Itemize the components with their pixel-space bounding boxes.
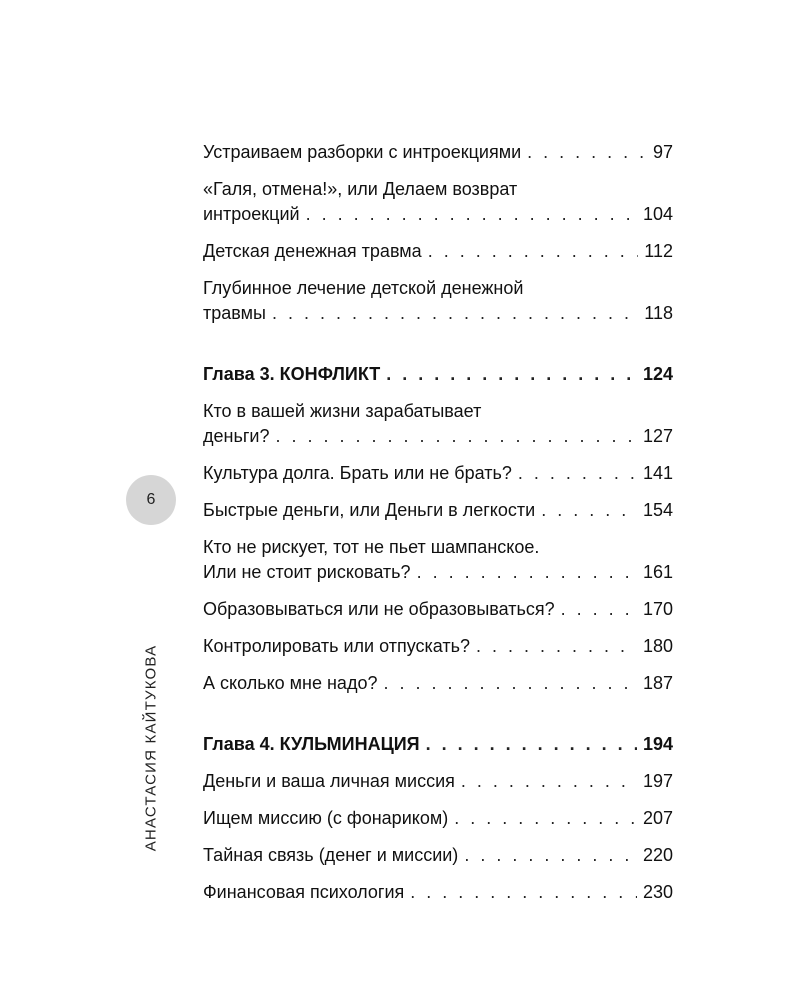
- toc-title: Деньги и ваша личная миссия: [203, 771, 455, 791]
- toc-entry[interactable]: [203, 276, 673, 326]
- toc-entry[interactable]: [203, 843, 673, 868]
- toc-leader-dots: [306, 202, 637, 227]
- toc-entry[interactable]: [203, 461, 673, 486]
- toc-title-line1: Глубинное лечение детской денежной: [203, 278, 524, 298]
- toc-title: Контролировать или отпускать?: [203, 636, 471, 656]
- toc-page-number: 161: [642, 562, 673, 582]
- toc-page-number: 187: [642, 673, 673, 693]
- toc-title: Быстрые деньги, или Деньги в легкости: [203, 500, 536, 520]
- toc-page-number: 104: [642, 204, 673, 224]
- toc-chapter-entry[interactable]: [203, 362, 673, 387]
- chapter-title: Глава 4. КУЛЬМИНАЦИЯ: [203, 734, 420, 754]
- toc-title: А сколько мне надо?: [203, 673, 378, 693]
- toc-page-number: 194: [642, 734, 673, 754]
- toc-chapter-entry[interactable]: [203, 732, 673, 757]
- toc-title: Культура долга. Брать или не брать?: [203, 463, 512, 483]
- toc-page-number: 97: [652, 142, 673, 162]
- toc-leader-dots: [275, 424, 636, 449]
- toc-leader-dots: [541, 498, 637, 523]
- toc-page-number: 118: [644, 303, 673, 323]
- toc-leader-dots: [272, 301, 638, 326]
- toc-entry[interactable]: [203, 597, 673, 622]
- toc-title: Устраиваем разборки с интроекциями: [203, 142, 522, 162]
- toc-entry[interactable]: [203, 880, 673, 905]
- toc-page-number: 230: [642, 882, 673, 902]
- toc-leader-dots: [518, 461, 637, 486]
- toc-page-number: 124: [642, 364, 673, 384]
- toc-page-number: 127: [642, 426, 673, 446]
- toc-title-line1: «Галя, отмена!», или Делаем возврат: [203, 179, 518, 199]
- toc-leader-dots: [561, 597, 637, 622]
- toc-entry[interactable]: [203, 806, 673, 831]
- toc-page-number: 112: [644, 241, 673, 261]
- toc-leader-dots: [461, 769, 637, 794]
- toc-title: деньги?: [203, 426, 270, 446]
- toc-entry[interactable]: [203, 140, 673, 165]
- toc-entry[interactable]: [203, 498, 673, 523]
- toc-title-line1: Кто в вашей жизни зарабатывает: [203, 401, 482, 421]
- toc-title: Образовываться или не образовываться?: [203, 599, 555, 619]
- toc-leader-dots: [428, 239, 639, 264]
- toc-title: Финансовая психология: [203, 882, 405, 902]
- table-of-contents: [203, 140, 673, 917]
- toc-title: интроекций: [203, 204, 300, 224]
- toc-leader-dots: [464, 843, 637, 868]
- toc-leader-dots: [426, 732, 637, 757]
- toc-page-number: 220: [642, 845, 673, 865]
- toc-leader-dots: [527, 140, 647, 165]
- toc-entry[interactable]: [203, 535, 673, 585]
- toc-entry[interactable]: [203, 239, 673, 264]
- toc-entry[interactable]: [203, 399, 673, 449]
- toc-page-number: 154: [642, 500, 673, 520]
- toc-page-number: 141: [642, 463, 673, 483]
- toc-entry[interactable]: [203, 671, 673, 696]
- toc-title: Или не стоит рисковать?: [203, 562, 411, 582]
- toc-page-number: 180: [642, 636, 673, 656]
- toc-leader-dots: [386, 362, 637, 387]
- toc-title: Тайная связь (денег и миссии): [203, 845, 459, 865]
- toc-entry[interactable]: [203, 634, 673, 659]
- toc-page-number: 170: [642, 599, 673, 619]
- toc-entry[interactable]: [203, 769, 673, 794]
- toc-leader-dots: [476, 634, 637, 659]
- toc-leader-dots: [383, 671, 636, 696]
- toc-title: Ищем миссию (с фонариком): [203, 808, 449, 828]
- chapter-title: Глава 3. КОНФЛИКТ: [203, 364, 381, 384]
- toc-leader-dots: [454, 806, 637, 831]
- page-number-badge: 6: [126, 475, 176, 525]
- toc-leader-dots: [410, 880, 637, 905]
- toc-title-line1: Кто не рискует, тот не пьет шампанское.: [203, 537, 540, 557]
- toc-leader-dots: [417, 560, 637, 585]
- toc-title: Детская денежная травма: [203, 241, 422, 261]
- toc-page-number: 197: [642, 771, 673, 791]
- toc-title: травмы: [203, 303, 266, 323]
- toc-page-number: 207: [642, 808, 673, 828]
- author-name: АНАСТАСИЯ КАЙТУКОВА: [142, 644, 160, 852]
- toc-entry[interactable]: [203, 177, 673, 227]
